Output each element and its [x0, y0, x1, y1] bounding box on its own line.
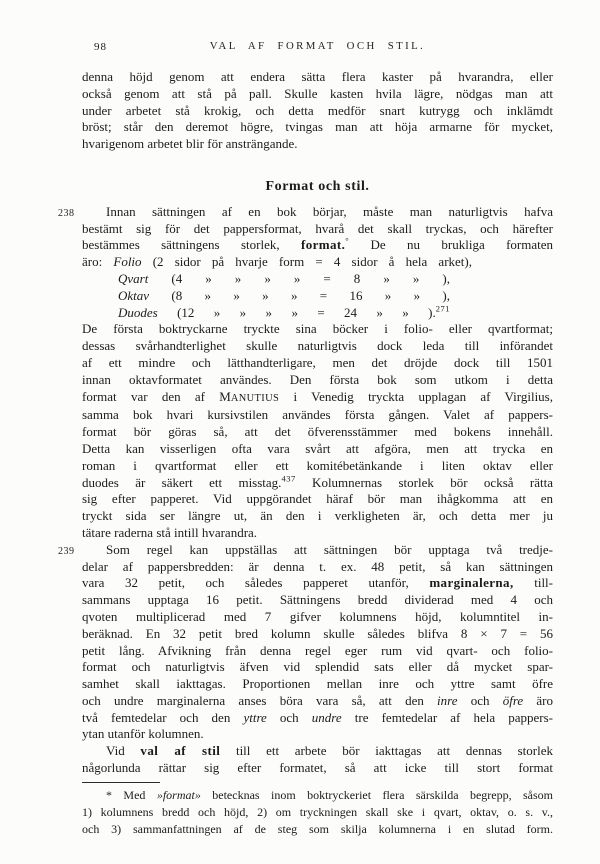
text-run: samhet skall iakttagas. Proportionen mellan inre och yttre samt öfre — [82, 676, 553, 692]
text-run: öfre — [502, 692, 524, 708]
page-header — [82, 40, 553, 55]
text-run: äro: — [82, 254, 114, 270]
text-line — [118, 305, 450, 322]
text-line — [82, 69, 553, 86]
text-line — [82, 821, 553, 838]
text-line — [82, 237, 553, 254]
footnote-reference: 271 — [435, 303, 450, 314]
text-run: undre — [311, 709, 342, 725]
text-run: bestämmes sättningens storlek, — [82, 237, 301, 253]
text-line — [118, 271, 450, 288]
text-run: två femtedelar och den — [82, 709, 244, 725]
text-line — [82, 389, 553, 408]
text-line — [106, 542, 553, 559]
paragraph-238 — [58, 203, 554, 542]
text-line — [106, 787, 553, 804]
text-run: och undre marginalerna anses böra vara så, att den — [82, 692, 438, 708]
page-content — [58, 69, 554, 777]
text-line — [82, 643, 553, 660]
text-run: ytan utanför kolumnen. — [82, 726, 204, 742]
section-heading: Format och stil. — [265, 178, 370, 194]
text-line — [82, 254, 472, 271]
text-line — [82, 659, 553, 676]
text-run: under arbetet stå krokig, och detta medför snart kutrygg och inklämdt — [82, 102, 553, 118]
text-run: tätare raderna stå intill hvarandra. — [82, 524, 258, 540]
text-line — [82, 760, 553, 777]
footnote-text — [82, 787, 553, 839]
text-run: vara 32 petit, och således papperet utanför, — [82, 575, 430, 591]
text-run: qvoten multiplicerad med 7 gifver kolumnens höjd, kolumntitel in- — [82, 608, 553, 624]
page-number: 98 — [94, 41, 107, 53]
text-run: till ett arbete bör iakttagas att dennas storlek — [220, 743, 553, 759]
text-line — [82, 407, 553, 424]
text-line — [82, 441, 553, 458]
text-run: marginalerna, — [429, 575, 514, 591]
footnote-separator — [82, 782, 160, 783]
text-run: (2 sidor på hvarje form = 4 sidor å hela arket), — [141, 254, 472, 270]
text-run: Duodes — [118, 304, 158, 320]
text-run: format och naturligtvis äfven vid splendid sats eller då mycket spar- — [82, 659, 553, 675]
paragraph-239 — [58, 541, 554, 744]
text-line — [82, 575, 553, 592]
text-run: bestämt sig för det pappersformat, hvarå det skall tryckas, och härefter — [82, 220, 553, 236]
text-line — [82, 119, 553, 136]
text-line — [82, 525, 553, 542]
text-run: i Venedig tryckta upplagan af Virgilius, — [279, 388, 553, 404]
text-run: ANUTIUS — [230, 392, 280, 404]
text-line — [82, 726, 553, 743]
text-line — [82, 458, 553, 475]
text-run: De nu brukliga formaten — [349, 237, 554, 253]
text-run: 1) kolumnens bredd och höjd, 2) om tryckningen skall ske i qvart, oktav, o. s. v., — [82, 805, 553, 820]
text-line — [82, 592, 553, 609]
text-run: innan oktavformatet användes. Den första bok som utkom i detta — [82, 371, 553, 387]
text-line — [82, 338, 553, 355]
text-run: petit lång. Afvikning från denna regel eger rum vid qvart- och folio- — [82, 642, 553, 658]
text-line — [82, 491, 553, 508]
text-run: M — [219, 388, 231, 404]
text-run: någorlunda rättar sig efter formatet, så att icke till stort format — [82, 760, 553, 776]
text-line — [82, 103, 553, 120]
text-line — [82, 804, 553, 821]
text-line — [82, 693, 553, 710]
text-run: äro — [523, 692, 553, 708]
text-line — [118, 288, 450, 305]
text-line — [106, 204, 553, 221]
text-run: tre femtedelar af hela pappers- — [341, 709, 554, 725]
text-line — [82, 321, 553, 338]
text-line — [82, 676, 553, 693]
text-run: Innan sättningen af en bok börjar, måste man naturligtvis hafva — [106, 203, 553, 219]
text-run: till- — [513, 575, 553, 591]
text-run: beräknad. En 32 petit bred kolumn skulle således blifva 8 × 7 = 56 — [82, 625, 553, 641]
text-run: sammans upptaga 16 petit. Sättningens bredd dividerad med 4 och — [82, 592, 553, 608]
text-run: Vid — [106, 743, 141, 759]
text-run: yttre — [243, 709, 267, 725]
text-line — [82, 475, 553, 492]
text-run: Som regel kan uppställas att sättningen bör upptaga två tredje- — [106, 541, 553, 557]
footnote-section — [82, 782, 553, 839]
text-run: De första boktryckarne tryckte sina böcker i folio- eller qvartformat; — [82, 321, 553, 337]
text-run: roman i qvartformat eller ett komitébetänkande i liten oktav eller — [82, 457, 553, 473]
text-run: bröst; står den deremot högre, tvingas man att höja armarne för mycket, — [82, 119, 553, 135]
text-run: (12 » » » » = 24 » » ). — [157, 304, 436, 320]
closing-paragraph — [82, 743, 553, 777]
footnote-reference: ° — [345, 236, 350, 247]
text-run: format. — [300, 237, 346, 253]
text-run: format bör göras så, att det öfverensstämmer med bokens innehåll. — [82, 424, 553, 440]
text-line — [82, 136, 553, 153]
running-title: VAL AF FORMAT OCH STIL. — [209, 40, 426, 52]
text-line — [82, 424, 553, 441]
text-line — [106, 743, 553, 760]
text-run: Folio — [113, 254, 142, 270]
text-line — [82, 609, 553, 626]
text-run: dessas svårhandterlighet skulle naturligtvis dock leda till införandet — [82, 338, 553, 354]
text-run: tryckt sida ser längre ut, än den i verkligheten är, och detta mer ju — [82, 508, 553, 524]
text-run: * Med — [106, 787, 157, 802]
text-run: inre — [437, 692, 458, 708]
text-run: format var den af — [82, 388, 220, 404]
text-run: »format» — [156, 787, 201, 802]
text-line — [82, 559, 553, 576]
intro-paragraph — [82, 69, 553, 153]
text-run: af ett mindre och lätthandterligare, men det dröjde dock till 1501 — [82, 354, 553, 370]
text-line — [82, 86, 553, 103]
text-run: val af stil — [140, 743, 221, 759]
text-run: och — [266, 709, 312, 725]
text-run: Oktav — [118, 287, 150, 303]
text-run: denna höjd genom att endera sätta flera kaster på hvarandra, eller — [82, 69, 553, 84]
text-run: och 3) sammanfattningen af de steg som skilja kolumnerna i en slutad form. — [82, 822, 553, 837]
text-line — [82, 355, 553, 372]
text-line — [82, 221, 553, 238]
text-run: Qvart — [118, 270, 149, 286]
text-run: hvarigenom arbetet blir för ansträngande. — [82, 136, 298, 152]
text-run: Kolumnernas storlek bör också rätta — [295, 474, 553, 490]
text-line — [82, 626, 553, 643]
text-run: Detta kan visserligen ofta vara svårt att afgöra, men att trycka en — [82, 440, 553, 456]
text-column — [58, 40, 554, 838]
text-run: delar af pappersbredden: är denna t. ex. 48 petit, så kan sättningen — [82, 558, 553, 574]
text-run: betecknas inom boktryckeriet flera särskilda begrepp, såsom — [200, 787, 554, 802]
text-run: också genom att stå på pall. Skulle kasten hvila lägre, nödgas man att — [82, 85, 553, 101]
text-line — [82, 710, 553, 727]
margin-paragraph-number: 238 — [58, 207, 75, 219]
text-run: samma bok hvari kursivstilen användes första gången. Valet af pappers- — [82, 407, 553, 423]
footnote-reference: 437 — [281, 473, 296, 484]
text-line — [82, 508, 553, 525]
text-run: duodes är säkert ett misstag. — [82, 474, 282, 490]
text-run: sig efter papperet. Vid uppgörandet häraf bör man ihågkomma att en — [82, 491, 553, 507]
margin-paragraph-number: 239 — [58, 545, 75, 557]
text-run: och — [457, 692, 503, 708]
text-run: (8 » » » » = 16 » » ), — [149, 287, 450, 303]
text-line — [82, 372, 553, 389]
text-run: (4 » » » » = 8 » » ), — [148, 270, 450, 286]
